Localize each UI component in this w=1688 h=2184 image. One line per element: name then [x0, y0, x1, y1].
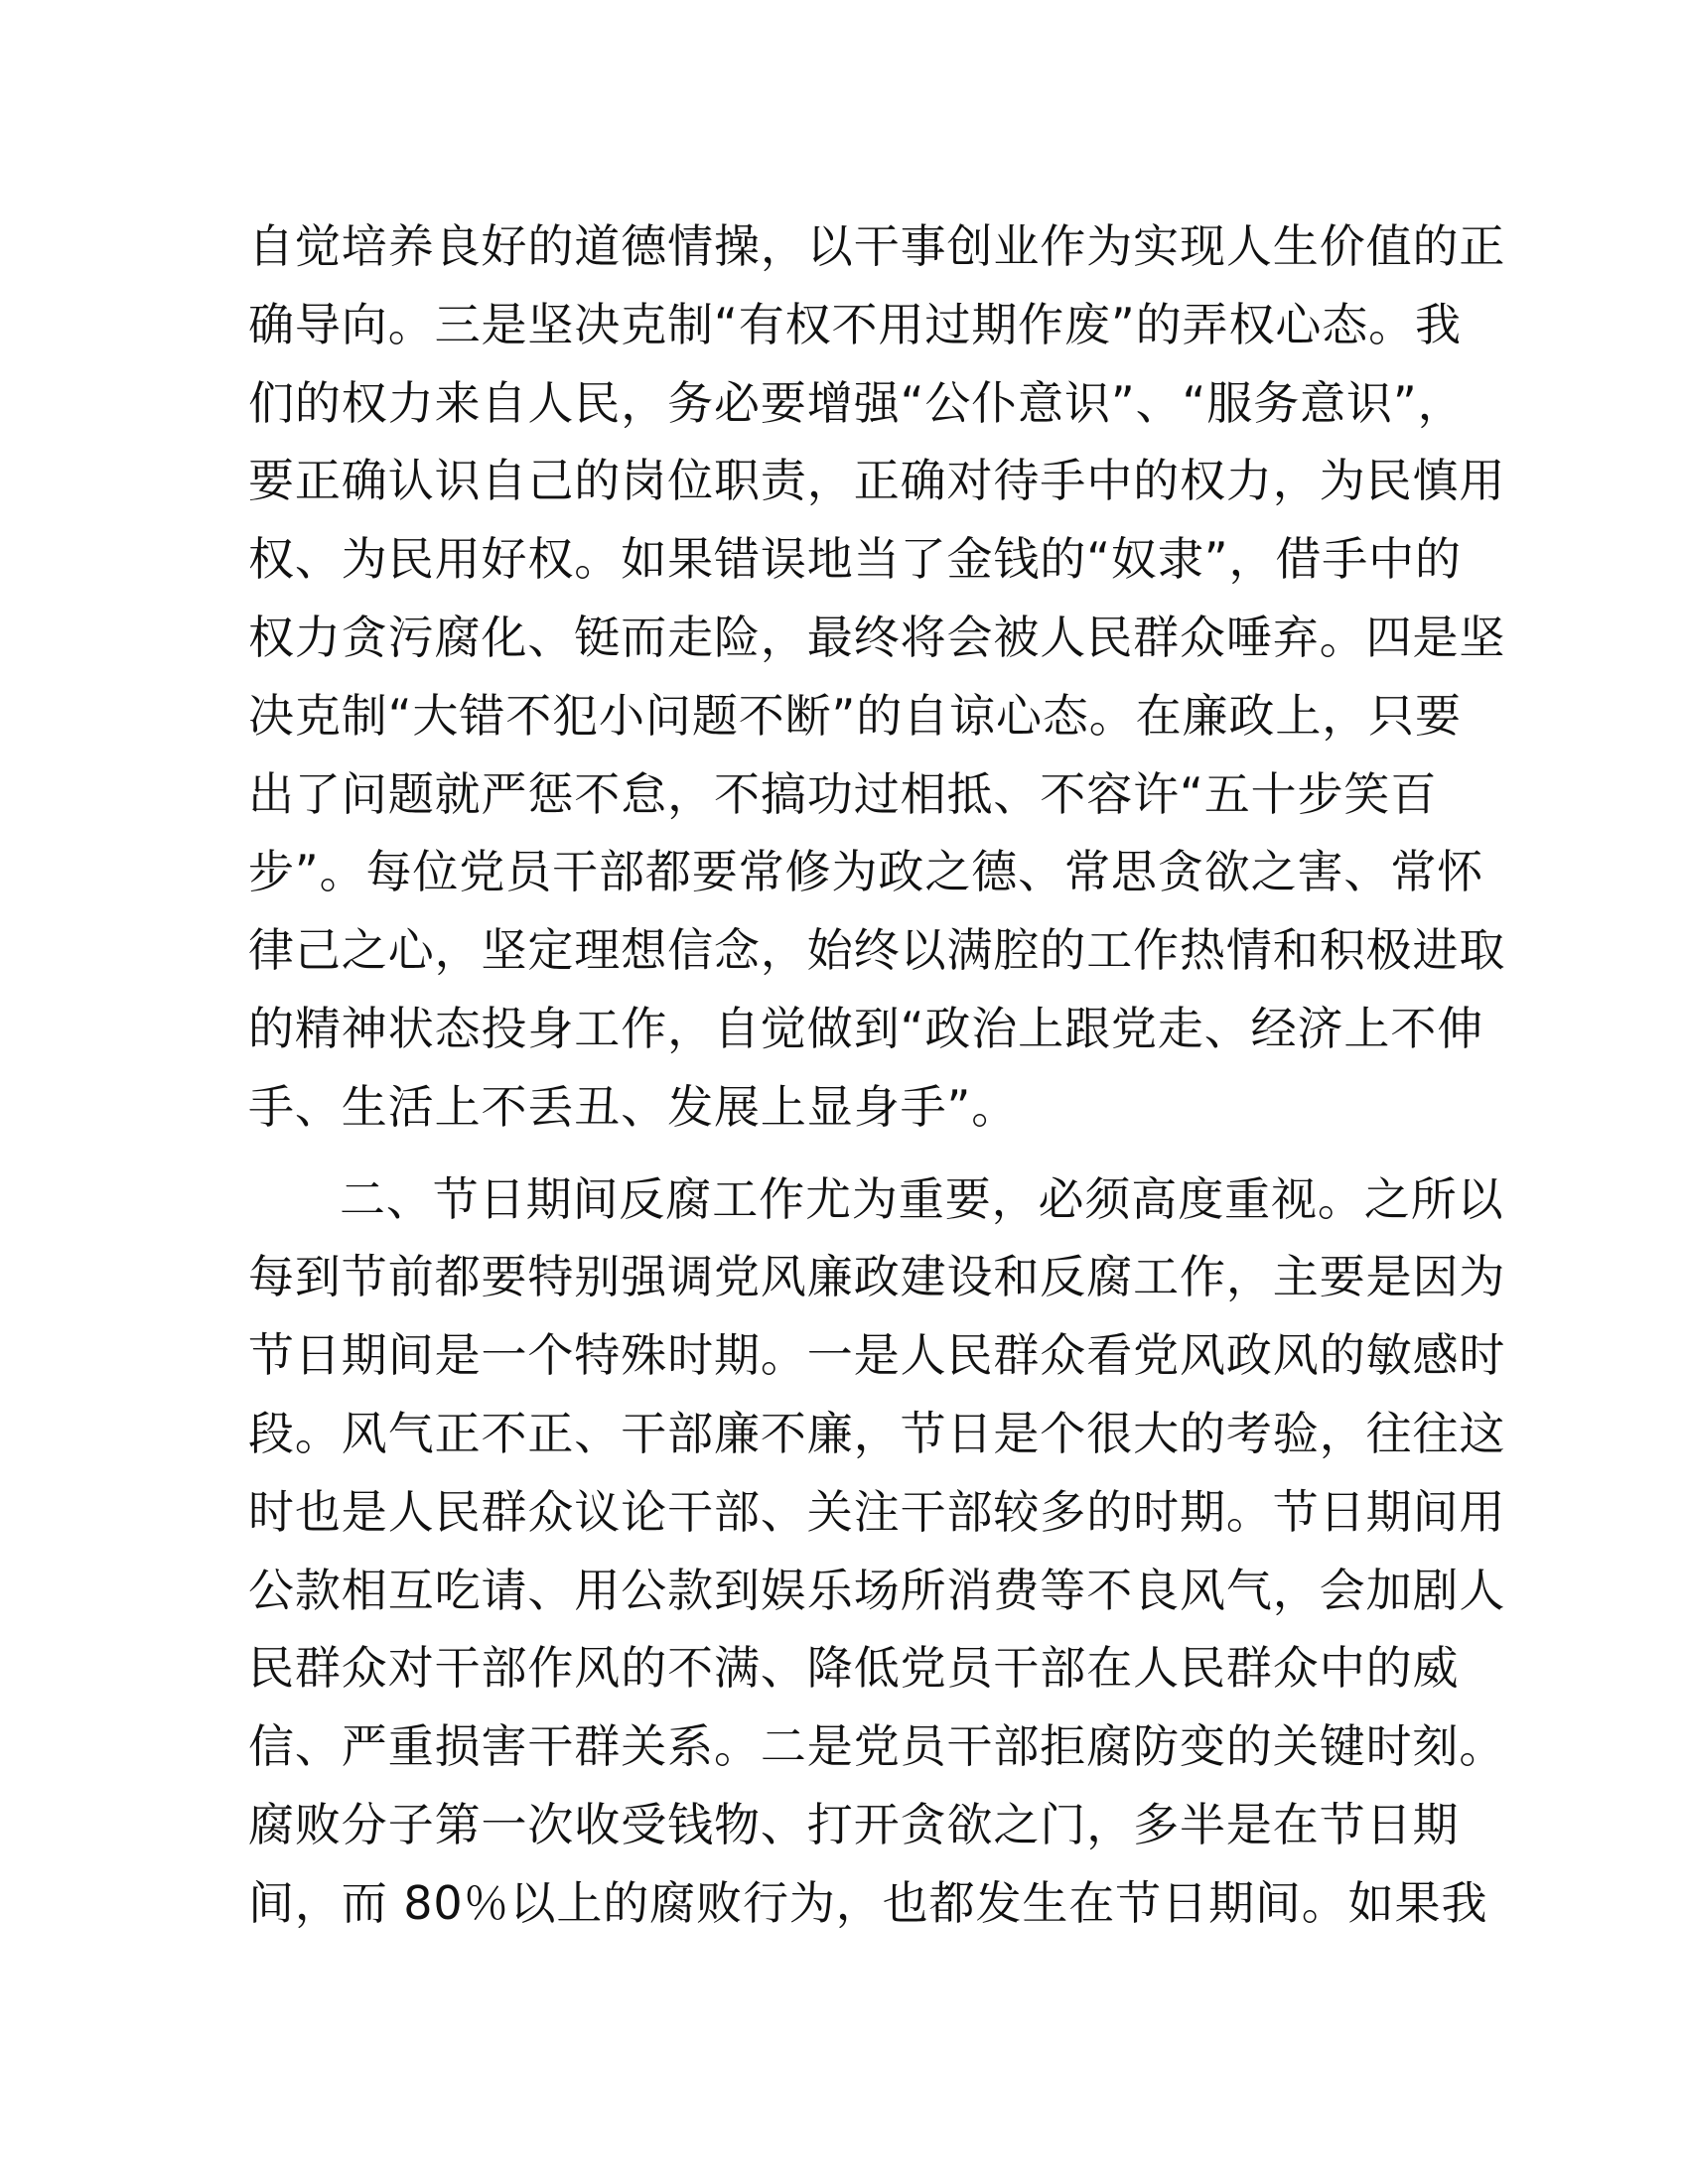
- text-line: 自觉培养良好的道德情操，以干事创业作为实现人生价值的正: [248, 219, 1506, 273]
- body-text: [248, 207, 1506, 1943]
- text-line: 决克制“大错不犯小问题不断”的自谅心态。在廉政上，只要: [248, 688, 1462, 743]
- text-line: 出了问题就严惩不怠，不搞功过相抵、不容许“五十步笑百: [248, 766, 1438, 821]
- text-line: 权、为民用好权。如果错误地当了金钱的“奴隶”，借手中的: [248, 532, 1462, 587]
- text-line: 信、严重损害干群关系。二是党员干部拒腐防变的关键时刻。: [248, 1719, 1506, 1774]
- text-line: 们的权力来自人民，务必要增强“公仆意识”、“服务意识”，: [248, 375, 1465, 430]
- text-line: 节日期间是一个特殊时期。一是人民群众看党风政风的敏感时: [248, 1328, 1506, 1383]
- text-line: 时也是人民群众议论干部、关注干部较多的时期。节日期间用: [248, 1484, 1506, 1539]
- text-line: 要正确认识自己的岗位职责，正确对待手中的权力，为民慎用: [248, 454, 1506, 508]
- text-line: 民群众对干部作风的不满、降低党员干部在人民群众中的威: [248, 1641, 1460, 1696]
- text-line: 权力贪污腐化、铤而走险，最终将会被人民群众唾弃。四是坚: [248, 610, 1506, 664]
- text-line: 确导向。三是坚决克制“有权不用过期作废”的弄权心态。我: [248, 297, 1462, 351]
- text-line: 的精神状态投身工作，自觉做到“政治上跟党走、经济上不伸: [248, 1001, 1484, 1055]
- text-line: 二、节日期间反腐工作尤为重要，必须高度重视。之所以: [340, 1171, 1504, 1226]
- text-line: 手、生活上不丢丑、发展上显身手”。: [248, 1079, 1019, 1134]
- text-line: 律己之心，坚定理想信念，始终以满腔的工作热情和积极进取: [248, 923, 1506, 978]
- paragraph-1: [248, 207, 1506, 1147]
- text-line: 间，而 80％以上的腐败行为，也都发生在节日期间。如果我: [248, 1875, 1488, 1930]
- text-line: 步”。每位党员干部都要常修为政之德、常思贪欲之害、常怀: [248, 845, 1484, 899]
- text-line: 段。风气正不正、干部廉不廉，节日是个很大的考验，往往这: [248, 1406, 1506, 1460]
- text-line: 公款相互吃请、用公款到娱乐场所消费等不良风气，会加剧人: [248, 1563, 1506, 1617]
- text-line: 每到节前都要特别强调党风廉政建设和反腐工作，主要是因为: [248, 1250, 1506, 1304]
- text-line: 腐败分子第一次收受钱物、打开贪欲之门，多半是在节日期: [248, 1797, 1460, 1851]
- paragraph-gap: [248, 1147, 1440, 1160]
- paragraph-2: [248, 1160, 1506, 1943]
